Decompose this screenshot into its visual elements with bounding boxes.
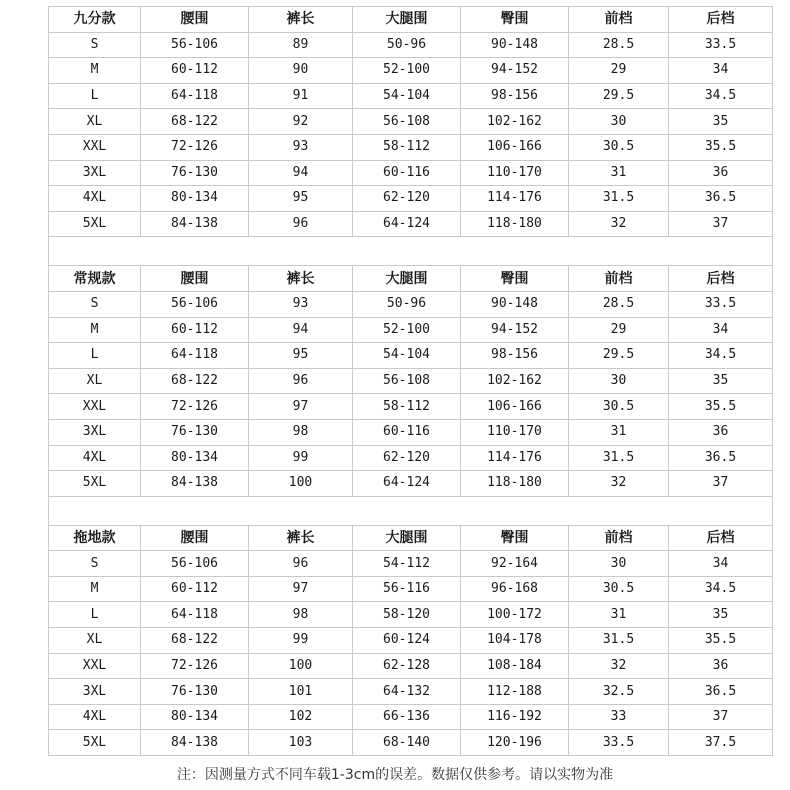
table-cell: 96 bbox=[249, 211, 353, 237]
table-cell: 60-116 bbox=[353, 419, 461, 445]
table-cell: 36 bbox=[669, 419, 773, 445]
table-cell: 72-126 bbox=[141, 134, 249, 160]
table-cell: 94 bbox=[249, 317, 353, 343]
size-label-cell: 4XL bbox=[49, 186, 141, 212]
table-cell: 96 bbox=[249, 551, 353, 577]
table-header-row bbox=[49, 7, 773, 33]
table-cell: 96 bbox=[249, 368, 353, 394]
table-cell: 30.5 bbox=[569, 576, 669, 602]
table-cell: 64-124 bbox=[353, 471, 461, 497]
table-cell: 98-156 bbox=[461, 83, 569, 109]
table-cell: 37 bbox=[669, 211, 773, 237]
table-cell: 32.5 bbox=[569, 679, 669, 705]
size-label-cell: S bbox=[49, 32, 141, 58]
table-cell: 72-126 bbox=[141, 653, 249, 679]
table-cell: 58-112 bbox=[353, 134, 461, 160]
table-cell: 35.5 bbox=[669, 134, 773, 160]
size-label-cell: M bbox=[49, 58, 141, 84]
size-label-cell: M bbox=[49, 576, 141, 602]
table-cell: 120-196 bbox=[461, 730, 569, 756]
table-cell: 37 bbox=[669, 704, 773, 730]
size-label-cell: L bbox=[49, 343, 141, 369]
table-cell: 62-120 bbox=[353, 186, 461, 212]
section-spacer-cell bbox=[49, 496, 773, 525]
table-cell: 80-134 bbox=[141, 704, 249, 730]
table-header-row bbox=[49, 525, 773, 551]
table-cell: 110-170 bbox=[461, 419, 569, 445]
table-cell: 102-162 bbox=[461, 109, 569, 135]
size-label-cell: 5XL bbox=[49, 211, 141, 237]
table-cell: 54-112 bbox=[353, 551, 461, 577]
table-cell: 114-176 bbox=[461, 186, 569, 212]
table-cell: 103 bbox=[249, 730, 353, 756]
table-cell: 68-122 bbox=[141, 628, 249, 654]
table-cell: 60-116 bbox=[353, 160, 461, 186]
table-cell: 37.5 bbox=[669, 730, 773, 756]
table-cell: 30.5 bbox=[569, 134, 669, 160]
table-cell: 60-112 bbox=[141, 317, 249, 343]
column-header: 腰围 bbox=[141, 525, 249, 551]
table-cell: 84-138 bbox=[141, 471, 249, 497]
table-row bbox=[49, 576, 773, 602]
table-cell: 104-178 bbox=[461, 628, 569, 654]
table-header-row bbox=[49, 266, 773, 292]
column-header: 臀围 bbox=[461, 266, 569, 292]
table-cell: 76-130 bbox=[141, 679, 249, 705]
table-row bbox=[49, 134, 773, 160]
table-cell: 56-106 bbox=[141, 32, 249, 58]
table-row bbox=[49, 551, 773, 577]
table-cell: 106-166 bbox=[461, 394, 569, 420]
table-cell: 64-118 bbox=[141, 602, 249, 628]
table-cell: 90-148 bbox=[461, 32, 569, 58]
size-label-cell: XXL bbox=[49, 653, 141, 679]
table-cell: 36.5 bbox=[669, 445, 773, 471]
size-label-cell: XL bbox=[49, 368, 141, 394]
table-cell: 90 bbox=[249, 58, 353, 84]
column-header: 大腿围 bbox=[353, 7, 461, 33]
table-cell: 29 bbox=[569, 317, 669, 343]
table-cell: 84-138 bbox=[141, 211, 249, 237]
column-header: 后档 bbox=[669, 525, 773, 551]
column-header: 前档 bbox=[569, 525, 669, 551]
size-label-cell: 5XL bbox=[49, 730, 141, 756]
table-cell: 36 bbox=[669, 160, 773, 186]
table-cell: 31.5 bbox=[569, 445, 669, 471]
table-cell: 80-134 bbox=[141, 445, 249, 471]
size-label-cell: 3XL bbox=[49, 419, 141, 445]
table-cell: 31 bbox=[569, 419, 669, 445]
disclaimer-note: 注：因测量方式不同车载1-3cm的误差。数据仅供参考。请以实物为准 bbox=[176, 767, 614, 783]
column-header: 裤长 bbox=[249, 525, 353, 551]
table-cell: 56-108 bbox=[353, 109, 461, 135]
table-cell: 64-124 bbox=[353, 211, 461, 237]
table-cell: 60-124 bbox=[353, 628, 461, 654]
table-cell: 76-130 bbox=[141, 160, 249, 186]
table-row bbox=[49, 32, 773, 58]
table-cell: 36 bbox=[669, 653, 773, 679]
table-cell: 80-134 bbox=[141, 186, 249, 212]
table-cell: 62-128 bbox=[353, 653, 461, 679]
section-spacer bbox=[49, 237, 773, 266]
table-cell: 106-166 bbox=[461, 134, 569, 160]
column-header: 裤长 bbox=[249, 7, 353, 33]
table-cell: 118-180 bbox=[461, 471, 569, 497]
table-cell: 58-112 bbox=[353, 394, 461, 420]
table-cell: 31.5 bbox=[569, 628, 669, 654]
table-row bbox=[49, 109, 773, 135]
table-cell: 52-100 bbox=[353, 317, 461, 343]
table-cell: 98 bbox=[249, 602, 353, 628]
table-cell: 92-164 bbox=[461, 551, 569, 577]
table-cell: 62-120 bbox=[353, 445, 461, 471]
table-cell: 99 bbox=[249, 445, 353, 471]
column-header: 后档 bbox=[669, 266, 773, 292]
table-cell: 31.5 bbox=[569, 186, 669, 212]
table-cell: 34 bbox=[669, 317, 773, 343]
style-name-header: 常规款 bbox=[49, 266, 141, 292]
table-row bbox=[49, 730, 773, 756]
table-cell: 89 bbox=[249, 32, 353, 58]
table-cell: 108-184 bbox=[461, 653, 569, 679]
table-cell: 35 bbox=[669, 368, 773, 394]
table-row bbox=[49, 83, 773, 109]
size-label-cell: XXL bbox=[49, 134, 141, 160]
table-cell: 32 bbox=[569, 471, 669, 497]
table-cell: 116-192 bbox=[461, 704, 569, 730]
table-row bbox=[49, 445, 773, 471]
table-row bbox=[49, 58, 773, 84]
table-cell: 30 bbox=[569, 368, 669, 394]
table-cell: 50-96 bbox=[353, 32, 461, 58]
table-cell: 84-138 bbox=[141, 730, 249, 756]
table-cell: 28.5 bbox=[569, 291, 669, 317]
table-cell: 94-152 bbox=[461, 317, 569, 343]
table-cell: 94 bbox=[249, 160, 353, 186]
table-cell: 35.5 bbox=[669, 628, 773, 654]
size-label-cell: S bbox=[49, 291, 141, 317]
table-cell: 92 bbox=[249, 109, 353, 135]
table-cell: 31 bbox=[569, 160, 669, 186]
column-header: 前档 bbox=[569, 266, 669, 292]
table-cell: 36.5 bbox=[669, 679, 773, 705]
table-cell: 29 bbox=[569, 58, 669, 84]
table-cell: 91 bbox=[249, 83, 353, 109]
table-cell: 64-118 bbox=[141, 83, 249, 109]
table-cell: 28.5 bbox=[569, 32, 669, 58]
size-label-cell: S bbox=[49, 551, 141, 577]
size-label-cell: L bbox=[49, 83, 141, 109]
size-chart bbox=[48, 6, 772, 756]
table-cell: 31 bbox=[569, 602, 669, 628]
table-cell: 97 bbox=[249, 576, 353, 602]
table-cell: 112-188 bbox=[461, 679, 569, 705]
size-label-cell: 3XL bbox=[49, 160, 141, 186]
table-row bbox=[49, 704, 773, 730]
table-cell: 97 bbox=[249, 394, 353, 420]
table-cell: 76-130 bbox=[141, 419, 249, 445]
table-cell: 94-152 bbox=[461, 58, 569, 84]
table-cell: 33.5 bbox=[669, 291, 773, 317]
table-cell: 33 bbox=[569, 704, 669, 730]
table-cell: 30.5 bbox=[569, 394, 669, 420]
table-cell: 100-172 bbox=[461, 602, 569, 628]
table-cell: 58-120 bbox=[353, 602, 461, 628]
table-cell: 56-108 bbox=[353, 368, 461, 394]
table-cell: 34.5 bbox=[669, 576, 773, 602]
style-name-header: 九分款 bbox=[49, 7, 141, 33]
table-cell: 52-100 bbox=[353, 58, 461, 84]
table-cell: 34 bbox=[669, 58, 773, 84]
table-cell: 50-96 bbox=[353, 291, 461, 317]
table-cell: 98 bbox=[249, 419, 353, 445]
table-row bbox=[49, 419, 773, 445]
size-chart-table bbox=[48, 6, 773, 756]
size-label-cell: XL bbox=[49, 628, 141, 654]
section-spacer bbox=[49, 496, 773, 525]
size-label-cell: 3XL bbox=[49, 679, 141, 705]
table-cell: 60-112 bbox=[141, 576, 249, 602]
table-cell: 68-122 bbox=[141, 368, 249, 394]
size-label-cell: L bbox=[49, 602, 141, 628]
table-cell: 34 bbox=[669, 551, 773, 577]
table-row bbox=[49, 160, 773, 186]
table-cell: 102 bbox=[249, 704, 353, 730]
table-cell: 100 bbox=[249, 471, 353, 497]
table-cell: 114-176 bbox=[461, 445, 569, 471]
column-header: 臀围 bbox=[461, 7, 569, 33]
table-cell: 54-104 bbox=[353, 83, 461, 109]
table-cell: 68-122 bbox=[141, 109, 249, 135]
column-header: 裤长 bbox=[249, 266, 353, 292]
table-cell: 30 bbox=[569, 551, 669, 577]
table-cell: 32 bbox=[569, 211, 669, 237]
column-header: 大腿围 bbox=[353, 266, 461, 292]
table-cell: 64-118 bbox=[141, 343, 249, 369]
table-cell: 118-180 bbox=[461, 211, 569, 237]
size-label-cell: M bbox=[49, 317, 141, 343]
table-cell: 72-126 bbox=[141, 394, 249, 420]
style-name-header: 拖地款 bbox=[49, 525, 141, 551]
table-cell: 93 bbox=[249, 291, 353, 317]
table-cell: 37 bbox=[669, 471, 773, 497]
table-cell: 99 bbox=[249, 628, 353, 654]
size-label-cell: 4XL bbox=[49, 445, 141, 471]
column-header: 臀围 bbox=[461, 525, 569, 551]
table-cell: 95 bbox=[249, 343, 353, 369]
table-cell: 93 bbox=[249, 134, 353, 160]
column-header: 大腿围 bbox=[353, 525, 461, 551]
size-label-cell: XXL bbox=[49, 394, 141, 420]
table-cell: 29.5 bbox=[569, 83, 669, 109]
table-cell: 110-170 bbox=[461, 160, 569, 186]
table-cell: 56-116 bbox=[353, 576, 461, 602]
table-row bbox=[49, 394, 773, 420]
column-header: 腰围 bbox=[141, 266, 249, 292]
section-spacer-cell bbox=[49, 237, 773, 266]
table-row bbox=[49, 471, 773, 497]
table-cell: 100 bbox=[249, 653, 353, 679]
table-cell: 56-106 bbox=[141, 291, 249, 317]
size-label-cell: XL bbox=[49, 109, 141, 135]
table-cell: 68-140 bbox=[353, 730, 461, 756]
table-row bbox=[49, 679, 773, 705]
table-cell: 36.5 bbox=[669, 186, 773, 212]
table-cell: 33.5 bbox=[569, 730, 669, 756]
table-row bbox=[49, 211, 773, 237]
table-cell: 96-168 bbox=[461, 576, 569, 602]
table-cell: 34.5 bbox=[669, 83, 773, 109]
table-cell: 32 bbox=[569, 653, 669, 679]
table-cell: 64-132 bbox=[353, 679, 461, 705]
table-cell: 54-104 bbox=[353, 343, 461, 369]
size-label-cell: 5XL bbox=[49, 471, 141, 497]
size-label-cell: 4XL bbox=[49, 704, 141, 730]
table-row bbox=[49, 186, 773, 212]
table-cell: 56-106 bbox=[141, 551, 249, 577]
table-cell: 60-112 bbox=[141, 58, 249, 84]
table-row bbox=[49, 653, 773, 679]
column-header: 前档 bbox=[569, 7, 669, 33]
table-cell: 35 bbox=[669, 602, 773, 628]
table-row bbox=[49, 628, 773, 654]
table-cell: 35.5 bbox=[669, 394, 773, 420]
table-cell: 33.5 bbox=[669, 32, 773, 58]
table-row bbox=[49, 317, 773, 343]
table-row bbox=[49, 602, 773, 628]
table-row bbox=[49, 291, 773, 317]
table-cell: 35 bbox=[669, 109, 773, 135]
table-cell: 102-162 bbox=[461, 368, 569, 394]
column-header: 后档 bbox=[669, 7, 773, 33]
column-header: 腰围 bbox=[141, 7, 249, 33]
table-cell: 90-148 bbox=[461, 291, 569, 317]
table-row bbox=[49, 368, 773, 394]
table-row bbox=[49, 343, 773, 369]
table-cell: 95 bbox=[249, 186, 353, 212]
table-cell: 98-156 bbox=[461, 343, 569, 369]
table-cell: 34.5 bbox=[669, 343, 773, 369]
table-cell: 101 bbox=[249, 679, 353, 705]
table-cell: 30 bbox=[569, 109, 669, 135]
table-cell: 66-136 bbox=[353, 704, 461, 730]
table-cell: 29.5 bbox=[569, 343, 669, 369]
